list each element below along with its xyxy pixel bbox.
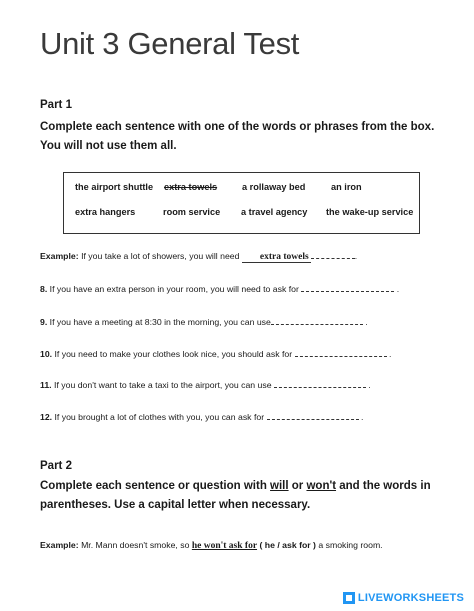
answer-blank-11[interactable] — [274, 377, 366, 388]
part2-heading: Part 2 — [40, 460, 72, 472]
emphasis-will: will — [270, 480, 289, 492]
example-label: Example: — [40, 251, 79, 261]
question-number: 8. — [40, 284, 48, 294]
part2-instructions: Complete each sentence or question with will or won't and the words in parentheses. Use a capital letter when necessary. — [40, 480, 431, 511]
word-box-item: the airport shuttle — [75, 182, 154, 192]
question-9: 9. If you have a meeting at 8:30 in the morning, you can use . — [40, 314, 368, 327]
part1-heading: Part 1 — [40, 99, 72, 111]
page-title: Unit 3 General Test — [40, 26, 300, 61]
logo-icon — [343, 592, 355, 604]
part2-example: Example: Mr. Mann doesn't smoke, so he won't ask for ( he / ask for ) a smoking room. — [40, 540, 383, 551]
word-box-item-crossed: extra towels — [164, 182, 218, 192]
answer-blank-8[interactable] — [301, 281, 394, 292]
answer-blank-12[interactable] — [267, 409, 359, 420]
word-box-item: extra hangers — [75, 207, 136, 217]
question-12: 12. If you brought a lot of clothes with you, you can ask for . — [40, 409, 363, 422]
example-parenthetical: ( he / ask for ) — [259, 540, 316, 550]
question-number: 9. — [40, 317, 48, 327]
example-text: If you take a lot of showers, you will need — [81, 251, 240, 261]
emphasis-wont: won't — [306, 480, 337, 492]
question-text: If you brought a lot of clothes with you, you can ask for — [54, 412, 265, 422]
example-answer: extra towels — [242, 252, 311, 263]
question-number: 10. — [40, 349, 53, 359]
question-number: 11. — [40, 380, 52, 390]
question-8: 8. If you have an extra person in your room, you will need to ask for . — [40, 281, 399, 294]
question-11: 11. If you don't want to take a taxi to the airport, you can use . — [40, 377, 371, 390]
word-box-item: an iron — [331, 182, 362, 192]
part1-instructions: Complete each sentence with one of the words or phrases from the box. You will not use them all. — [40, 121, 435, 152]
word-box-item: the wake-up service — [326, 207, 414, 217]
question-10: 10. If you need to make your clothes look nice, you should ask for . — [40, 346, 391, 359]
part1-example: Example: If you take a lot of showers, you will need extra towels . — [40, 251, 358, 262]
example-text: Mr. Mann doesn't smoke, so — [81, 540, 190, 550]
question-text: If you don't want to take a taxi to the airport, you can use — [54, 380, 272, 390]
question-text: If you have an extra person in your room, you will need to ask for — [49, 284, 299, 294]
question-text: If you need to make your clothes look nice, you should ask for — [54, 349, 293, 359]
word-box-item: a travel agency — [241, 207, 308, 217]
word-box — [63, 172, 420, 234]
liveworksheets-logo — [339, 590, 464, 606]
question-number: 12. — [40, 412, 53, 422]
word-box-item: a rollaway bed — [242, 182, 306, 192]
word-box-item: room service — [163, 207, 221, 217]
answer-blank-10[interactable] — [295, 346, 387, 357]
logo-text: LIVEWORKSHEETS — [357, 592, 464, 604]
example-answer: he won't ask for — [191, 541, 258, 551]
example-label: Example: — [40, 540, 79, 550]
question-text: If you have a meeting at 8:30 in the morning, you can use — [49, 317, 271, 327]
answer-blank-9[interactable] — [271, 314, 363, 325]
